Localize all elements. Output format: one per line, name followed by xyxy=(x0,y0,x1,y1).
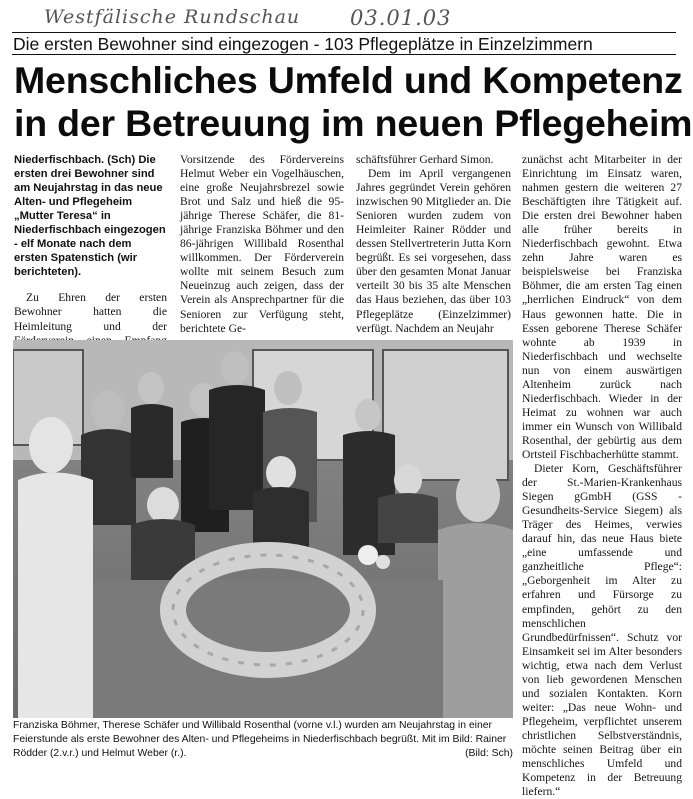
lead-paragraph: Niederfischbach. (Sch) Die ersten drei Bewohner sind am Neujahrstag in das neue Alten- und Pflegeheim „Mutter Teresa“ in Niederfischbach eingezogen - elf Monate nach dem ersten Spatenstich (wir berichteten). xyxy=(14,154,166,279)
source-handwritten: Westfälische Rundschau xyxy=(44,6,301,28)
col3-paragraph-1: schäftsführer Gerhard Simon. xyxy=(356,153,494,166)
caption-text: Franziska Böhmer, Therese Schäfer und Willibald Rosenthal (vorne v.l.) wurden am Neujahrstag in einer Feierstunde als erste Bewohner des Alten- und Pflegeheims in Niederfischbach begrüßt. Mit im Bild: Rainer Rödder (2.v.r.) und Helmut Weber (r.). xyxy=(13,720,507,759)
col1-paragraph: Zu Ehren der ersten Bewohner hatten die Heimleitung und der xyxy=(14,291,167,333)
photo-caption xyxy=(13,719,513,761)
photo-illustration xyxy=(13,340,513,718)
col2-paragraph: Vorsitzende des Fördervereins Helmut Weber ein Vogelhäuschen, eine große Neujahrsbrezel sowie Brot und Salz und hieß die 95-jährige Therese Schäfer, die 81-jährige Franziska Böhmer und den 86-jährigen Willibald Rosenthal willkommen. Der Förderverein wollte mit seinem Besuch zum Neueinzug auch zeigen, dass der Verein als Ansprechpartner für die Senioren zur Verfügung steht, berichtete Ge- xyxy=(180,153,344,335)
col4-paragraph-2: Dieter Korn, Geschäftsführer der St.-Marien-Krankenhaus Siegen gGmbH (GSS -Gesundheits-Service Siegem) als Träger des Heimes, verwies darauf hin, das neue Haus biete „eine umfassende und ganzheitliche Pflege“: „Geborgenheit im Alter zu erfahren und Fürsorge zu empfinden, gehört zu den menschlichen Grundbedürfnissen“. Schutz vor Einsamkeit sei im Alter besonders wichtig, etwa nach dem Verlust von lieb gewordenen Menschen und sozialen Kontakten. Korn weiter: „Das neue Wohn- und Pflegeheim, verpflichtet unserem christlichen Selbstverständnis, möchte seinen Beitrag über ein menschliches Umfeld und Kompetenz in der Betreuung liefern.“ xyxy=(522,462,682,799)
col4-paragraph-1: zunächst acht Mitarbeiter in der Einrichtung im Einsatz waren, nahmen gestern die weiteren 27 Beschäftigten ihre Tätigkeit auf. Die ersten drei Bewohner haben alle früher bereits in Niederfischbach gewohnt. Etwa zehn Jahre waren es beispielsweise bei Franziska Böhmer, die am ersten Tag einen „herrlichen Eindruck“ von dem Haus gewonnen hatte. Die in Essen geborene Therese Schäfer wohnte ab 1939 in Niederfischbach und wechselte nun von einem auswärtigen Altenheim zurück nach Niederfischbach. Wieder in der Heimat zu wohnen war auch immer ein Wunsch von Willibald Rosenthal, der gebürtig aus dem Ortsteil Fischbacherhütte stammt. xyxy=(522,153,682,461)
photo-credit: (Bild: Sch) xyxy=(465,748,513,759)
headline-line-2: in der Betreuung im neuen Pflegeheim xyxy=(14,102,693,144)
column-3 xyxy=(356,153,511,336)
col3-paragraph-2: Dem im April vergangenen Jahres gegründet Verein gehören inzwischen 90 Mitglieder an. Die Senioren wurden zudem von Heimleiter Rainer Rödder und dessen Stellvertreterin Jutta Korn begrüßt. Es sei vorgesehen, dass über den gesamten Monat Januar verteilt 30 bis 35 alte Menschen das Haus beziehen, das über 103 Pflegeplätze (Einzelzimmer) verfügt. Nachdem an Neujahr xyxy=(356,167,511,335)
column-4 xyxy=(522,153,682,799)
top-rule xyxy=(12,32,676,33)
subheadline: Die ersten Bewohner sind eingezogen - 103 Pflegeplätze in Einzelzimmern xyxy=(13,34,593,54)
article-photo xyxy=(13,340,513,718)
column-2 xyxy=(180,153,344,336)
headline-line-1: Menschliches Umfeld und Kompetenz xyxy=(14,59,683,101)
subhead-rule xyxy=(12,54,676,55)
date-handwritten: 03.01.03 xyxy=(350,6,452,30)
